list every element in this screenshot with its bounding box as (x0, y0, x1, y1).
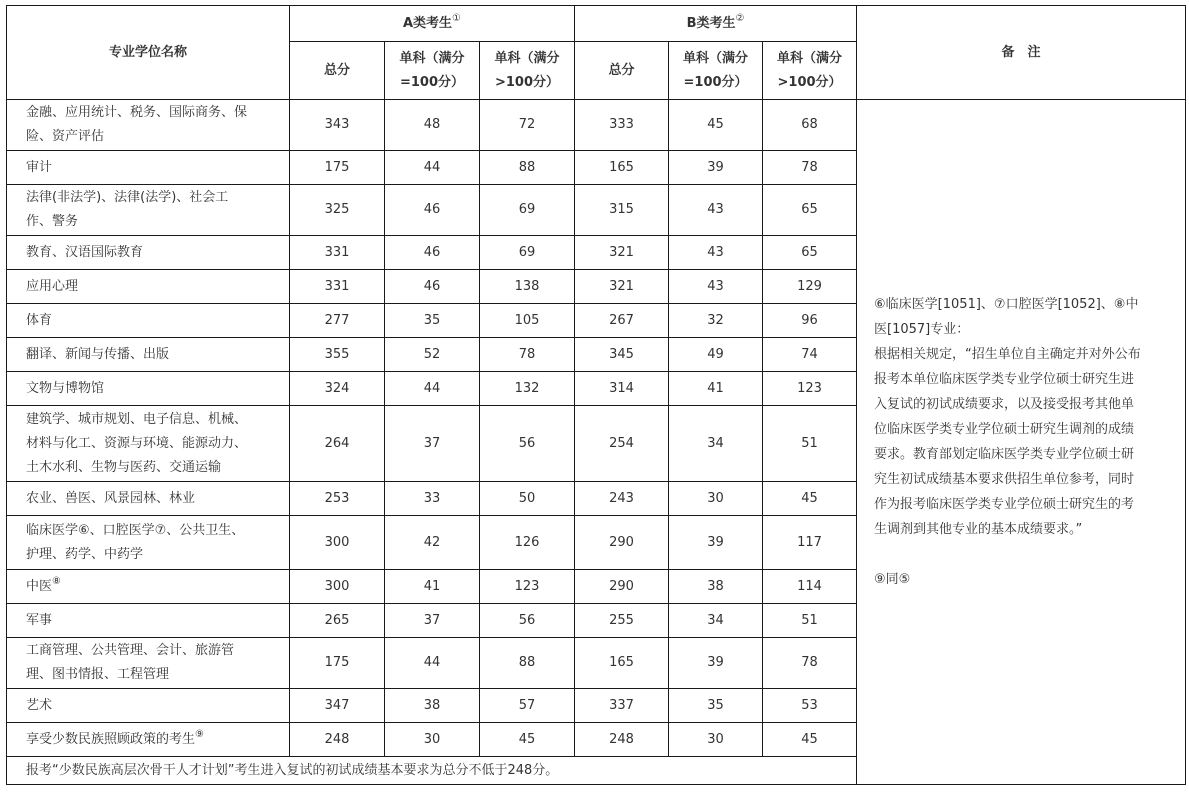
header-major-name: 专业学位名称 (7, 6, 290, 100)
score-cell-a-single-gt100: 57 (480, 689, 575, 723)
major-name-line: 临床医学⑥、口腔医学⑦、公共卫生、 (26, 522, 245, 538)
major-name-line: 农业、兽医、风景园林、林业 (26, 490, 196, 506)
score-cell-b-single-gt100: 123 (763, 372, 857, 406)
score-cell-a-single-100: 52 (385, 338, 480, 372)
score-cell-a-total: 324 (290, 372, 385, 406)
score-cell-a-single-100: 30 (385, 723, 480, 757)
score-cell-a-total: 355 (290, 338, 385, 372)
score-cell-b-total: 165 (575, 638, 669, 689)
score-cell-b-single-100: 43 (669, 185, 763, 236)
score-cell-a-single-gt100: 105 (480, 304, 575, 338)
score-cell-b-single-100: 43 (669, 236, 763, 270)
score-cell-a-total: 331 (290, 236, 385, 270)
score-cell-b-single-gt100: 51 (763, 406, 857, 482)
score-cell-b-total: 165 (575, 151, 669, 185)
score-cell-a-single-gt100: 88 (480, 151, 575, 185)
score-cell-b-total: 243 (575, 482, 669, 516)
remarks-line: 医[1057]专业： (874, 322, 970, 337)
score-cell-a-single-100: 35 (385, 304, 480, 338)
major-name-line: 艺术 (26, 697, 53, 713)
remarks-line: 入复试的初试成绩要求，以及接受报考其他单 (874, 397, 1135, 412)
remarks-line: 报考本单位临床医学类专业学位硕士研究生进 (874, 372, 1135, 387)
score-cell-b-total: 248 (575, 723, 669, 757)
major-name-line: 应用心理 (26, 278, 79, 294)
major-name-line: 护理、药学、中药学 (26, 546, 144, 562)
major-name-cell (7, 304, 290, 338)
score-cell-a-single-gt100: 56 (480, 604, 575, 638)
score-cell-b-single-100: 45 (669, 100, 763, 151)
header-group-a: A类考生① (290, 6, 575, 42)
score-cell-a-total: 175 (290, 638, 385, 689)
score-table (6, 5, 1186, 785)
score-cell-a-total: 325 (290, 185, 385, 236)
score-cell-a-total: 277 (290, 304, 385, 338)
score-cell-b-total: 315 (575, 185, 669, 236)
score-cell-a-single-gt100: 78 (480, 338, 575, 372)
major-name-line: 体育 (26, 312, 53, 328)
score-cell-a-single-gt100: 123 (480, 570, 575, 604)
score-cell-b-single-gt100: 96 (763, 304, 857, 338)
major-name-line: 审计 (26, 159, 53, 175)
remarks-line: 位临床医学类专业学位硕士研究生调剂的成绩 (874, 422, 1135, 437)
score-cell-b-single-100: 35 (669, 689, 763, 723)
major-name-line: 教育、汉语国际教育 (26, 244, 144, 260)
score-cell-b-single-100: 38 (669, 570, 763, 604)
score-cell-a-single-100: 46 (385, 236, 480, 270)
major-name-cell (7, 372, 290, 406)
score-cell-a-single-100: 46 (385, 185, 480, 236)
major-name-line: 险、资产评估 (26, 129, 105, 144)
score-cell-a-total: 300 (290, 570, 385, 604)
major-name-cell (7, 236, 290, 270)
score-cell-a-total: 300 (290, 516, 385, 570)
score-cell-b-total: 321 (575, 236, 669, 270)
score-cell-b-single-gt100: 129 (763, 270, 857, 304)
score-cell-b-total: 267 (575, 304, 669, 338)
score-cell-b-single-100: 41 (669, 372, 763, 406)
score-cell-b-single-100: 30 (669, 723, 763, 757)
score-cell-b-total: 321 (575, 270, 669, 304)
major-name-line: 法律(非法学)、法律(法学)、社会工 (26, 190, 229, 205)
score-cell-b-single-100: 39 (669, 516, 763, 570)
score-cell-a-total: 175 (290, 151, 385, 185)
score-cell-a-single-100: 44 (385, 151, 480, 185)
score-cell-b-single-100: 34 (669, 406, 763, 482)
major-name-cell (7, 689, 290, 723)
score-cell-b-total: 290 (575, 516, 669, 570)
score-cell-b-single-gt100: 45 (763, 482, 857, 516)
major-name-line: 土木水利、生物与医药、交通运输 (26, 459, 222, 475)
major-name-cell (7, 406, 290, 482)
score-cell-a-single-100: 48 (385, 100, 480, 151)
score-cell-b-single-gt100: 45 (763, 723, 857, 757)
score-cell-a-single-gt100: 69 (480, 185, 575, 236)
table-body (7, 100, 1186, 785)
major-name-line: 中医⑧ (26, 575, 61, 594)
table-row (7, 100, 1186, 151)
score-cell-a-single-gt100: 88 (480, 638, 575, 689)
header-a-single-100: 单科（满分 =100分） (385, 42, 480, 100)
score-cell-a-single-100: 41 (385, 570, 480, 604)
score-cell-a-single-gt100: 45 (480, 723, 575, 757)
header-b-single-gt100: 单科（满分 >100分） (763, 42, 857, 100)
score-cell-b-single-100: 30 (669, 482, 763, 516)
score-cell-a-single-gt100: 72 (480, 100, 575, 151)
score-cell-a-total: 265 (290, 604, 385, 638)
remarks-line: 究生初试成绩基本要求供招生单位参考，同时 (874, 472, 1135, 487)
major-name-line: 工商管理、公共管理、会计、旅游管 (26, 643, 235, 658)
remarks-line: 生调剂到其他专业的基本成绩要求。” (874, 522, 1083, 537)
major-name-line: 材料与化工、资源与环境、能源动力、 (26, 435, 248, 451)
score-cell-b-single-100: 39 (669, 151, 763, 185)
score-cell-a-single-100: 42 (385, 516, 480, 570)
remarks-extra: ⑨同⑤ (874, 572, 911, 587)
score-cell-a-total: 253 (290, 482, 385, 516)
score-cell-a-single-gt100: 50 (480, 482, 575, 516)
score-cell-b-total: 333 (575, 100, 669, 151)
score-cell-b-total: 290 (575, 570, 669, 604)
major-name-cell (7, 638, 290, 689)
header-remarks: 备 注 (857, 6, 1186, 100)
score-cell-a-single-gt100: 56 (480, 406, 575, 482)
major-name-line: 军事 (26, 612, 53, 628)
remarks-line: ⑥临床医学[1051]、⑦口腔医学[1052]、⑧中 (874, 297, 1139, 312)
score-cell-b-total: 345 (575, 338, 669, 372)
score-cell-a-single-100: 44 (385, 638, 480, 689)
major-name-cell (7, 516, 290, 570)
score-cell-b-single-100: 32 (669, 304, 763, 338)
major-name-cell (7, 570, 290, 604)
major-name-line: 翻译、新闻与传播、出版 (26, 346, 170, 362)
score-cell-b-total: 314 (575, 372, 669, 406)
score-cell-b-single-100: 43 (669, 270, 763, 304)
score-cell-b-single-gt100: 65 (763, 185, 857, 236)
header-b-single-100: 单科（满分 =100分） (669, 42, 763, 100)
score-cell-a-single-gt100: 138 (480, 270, 575, 304)
major-name-line: 作、警务 (26, 214, 79, 229)
footnote-text: 报考“少数民族高层次骨干人才计划”考生进入复试的初试成绩基本要求为总分不低于248分。 (7, 757, 857, 785)
footnote-mark: ⑨ (195, 728, 204, 740)
major-name-line: 理、图书情报、工程管理 (26, 667, 170, 682)
major-name-cell (7, 338, 290, 372)
score-cell-a-single-100: 33 (385, 482, 480, 516)
major-name-cell (7, 604, 290, 638)
score-cell-b-single-gt100: 65 (763, 236, 857, 270)
score-cell-a-single-gt100: 126 (480, 516, 575, 570)
major-name-cell (7, 100, 290, 151)
score-cell-a-single-gt100: 69 (480, 236, 575, 270)
major-name-line: 文物与博物馆 (26, 380, 105, 396)
footnote-mark: ⑧ (52, 575, 61, 587)
score-cell-b-total: 255 (575, 604, 669, 638)
remarks-cell (857, 100, 1186, 785)
major-name-line: 享受少数民族照顾政策的考生⑨ (26, 728, 204, 747)
score-cell-b-single-gt100: 78 (763, 638, 857, 689)
score-cell-b-single-gt100: 114 (763, 570, 857, 604)
remarks-line: 要求。教育部划定临床医学类专业学位硕士研 (874, 447, 1135, 462)
score-cell-b-single-100: 49 (669, 338, 763, 372)
score-cell-b-single-gt100: 51 (763, 604, 857, 638)
score-cell-a-single-100: 37 (385, 604, 480, 638)
score-cell-a-total: 347 (290, 689, 385, 723)
score-cell-b-single-gt100: 68 (763, 100, 857, 151)
score-cell-b-single-gt100: 74 (763, 338, 857, 372)
header-b-total: 总分 (575, 42, 669, 100)
score-cell-a-single-100: 37 (385, 406, 480, 482)
header-group-b: B类考生② (575, 6, 857, 42)
header-a-single-gt100: 单科（满分 >100分） (480, 42, 575, 100)
score-cell-a-single-gt100: 132 (480, 372, 575, 406)
major-name-cell (7, 482, 290, 516)
score-cell-a-total: 264 (290, 406, 385, 482)
major-name-cell (7, 151, 290, 185)
score-cell-a-total: 331 (290, 270, 385, 304)
score-cell-b-single-100: 34 (669, 604, 763, 638)
score-cell-b-single-gt100: 53 (763, 689, 857, 723)
score-cell-a-single-100: 44 (385, 372, 480, 406)
header-a-total: 总分 (290, 42, 385, 100)
major-name-line: 金融、应用统计、税务、国际商务、保 (26, 105, 248, 120)
score-cell-a-single-100: 38 (385, 689, 480, 723)
major-name-cell (7, 723, 290, 757)
remarks-spacer (874, 542, 1171, 567)
score-cell-b-total: 337 (575, 689, 669, 723)
remarks-line: 作为报考临床医学类专业学位硕士研究生的考 (874, 497, 1135, 512)
remarks-line: 根据相关规定，“招生单位自主确定并对外公布 (874, 347, 1141, 362)
major-name-cell (7, 270, 290, 304)
score-cell-a-total: 343 (290, 100, 385, 151)
score-cell-b-single-100: 39 (669, 638, 763, 689)
score-cell-b-total: 254 (575, 406, 669, 482)
major-name-cell (7, 185, 290, 236)
score-cell-b-single-gt100: 117 (763, 516, 857, 570)
score-cell-b-single-gt100: 78 (763, 151, 857, 185)
score-cell-a-single-100: 46 (385, 270, 480, 304)
score-cell-a-total: 248 (290, 723, 385, 757)
major-name-line: 建筑学、城市规划、电子信息、机械、 (26, 411, 248, 427)
